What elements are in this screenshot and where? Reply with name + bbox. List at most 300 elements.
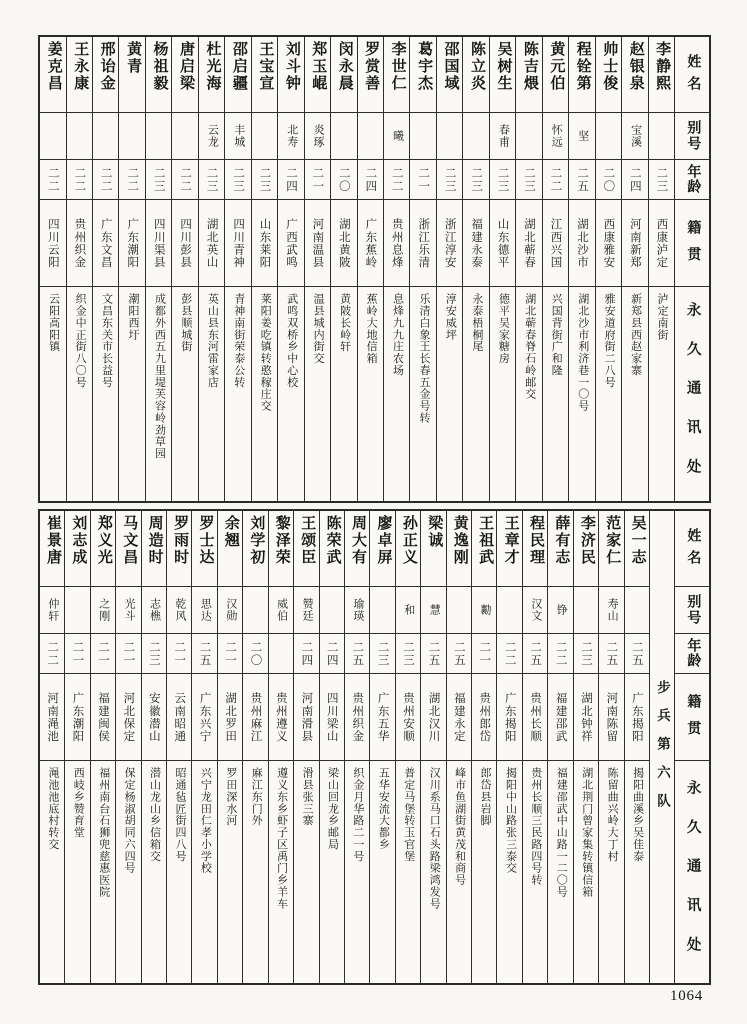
person-age: 二三 (574, 634, 598, 674)
person-age: 二二 (93, 160, 118, 200)
person-name: 罗士达 (192, 511, 216, 587)
person-alias: 丰城 (225, 113, 250, 160)
person-name: 陈立炎 (463, 37, 488, 113)
person-address: 滑县张三寨 (301, 767, 314, 827)
person-name: 吴一志 (625, 511, 649, 587)
person-column (224, 37, 250, 501)
person-column (648, 37, 674, 501)
person-age: 二三 (142, 634, 166, 674)
person-column (621, 37, 647, 501)
header-name: 姓名 (675, 37, 709, 113)
person-column (344, 511, 369, 983)
person-age: 二三 (649, 160, 674, 200)
person-alias (146, 113, 171, 160)
person-address: 罗田深水河 (224, 767, 237, 827)
person-native-place: 广东文昌 (93, 200, 118, 287)
person-native-place: 安徽潜山 (142, 674, 166, 761)
person-address: 文昌东关市长益号 (100, 293, 113, 389)
person-name: 黄逸刚 (447, 511, 471, 587)
person-age: 二三 (490, 160, 515, 200)
person-alias: 志樵 (142, 587, 166, 634)
person-address: 梁山回龙乡邮局 (326, 767, 339, 851)
person-column (573, 511, 598, 983)
person-column (198, 37, 224, 501)
person-address: 武鸣双桥乡中心校 (285, 293, 298, 389)
person-address: 黄陂长岭轩 (338, 293, 351, 353)
person-name: 罗赏善 (358, 37, 383, 113)
person-address: 普定马堡转玉官堡 (402, 767, 415, 863)
page-number: 1064 (670, 988, 703, 1004)
person-native-place: 广东潮阳 (119, 200, 144, 287)
person-alias (574, 587, 598, 634)
person-native-place: 四川青神 (225, 200, 250, 287)
person-native-place: 广东兴宁 (192, 674, 216, 761)
roster-table-top (38, 35, 711, 503)
person-alias (596, 113, 621, 160)
table-header-column (674, 511, 709, 983)
person-native-place: 贵州织金 (67, 200, 92, 287)
person-alias (67, 113, 92, 160)
person-address: 永泰梧桐尾 (470, 293, 483, 353)
header-age: 年龄 (675, 634, 709, 674)
person-age: 二一 (218, 634, 242, 674)
person-native-place: 河南滑县 (294, 674, 318, 761)
person-column (40, 511, 64, 983)
person-name: 崔景唐 (40, 511, 64, 587)
person-column (118, 37, 144, 501)
person-address: 乐清白象王长春五金号转 (417, 293, 430, 424)
person-address: 昭通毡匠街四八号 (173, 767, 186, 863)
person-native-place: 广东蕉岭 (358, 200, 383, 287)
person-address: 湖北荆门曾家集转镇信箱 (580, 767, 593, 898)
person-native-place: 湖北沙市 (569, 200, 594, 287)
person-native-place: 四川彭县 (172, 200, 197, 287)
person-age: 二二 (543, 160, 568, 200)
person-name: 唐启梁 (172, 37, 197, 113)
person-native-place: 贵州织金 (345, 674, 369, 761)
person-native-place: 湖北罗田 (218, 674, 242, 761)
person-column (166, 511, 191, 983)
person-alias: 汉勋 (218, 587, 242, 634)
person-age: 二二 (497, 634, 521, 674)
person-alias (252, 113, 277, 160)
person-age: 二一 (410, 160, 435, 200)
person-alias: 炎琢 (305, 113, 330, 160)
person-name: 廖卓屏 (370, 511, 394, 587)
person-address: 青神南街荣泰公转 (232, 293, 245, 389)
person-address: 温县城内街交 (312, 293, 325, 365)
person-column (547, 511, 572, 983)
person-column (395, 511, 420, 983)
person-column (462, 37, 488, 501)
person-address: 麻江东门外 (250, 767, 263, 827)
person-name: 余翘 (218, 511, 242, 587)
person-column (420, 511, 445, 983)
person-column (304, 37, 330, 501)
person-alias (370, 587, 394, 634)
person-column (357, 37, 383, 501)
person-column (319, 511, 344, 983)
person-name: 罗雨时 (167, 511, 191, 587)
person-alias: 和 (396, 587, 420, 634)
person-column (251, 37, 277, 501)
person-native-place: 广东潮阳 (65, 674, 89, 761)
person-alias (447, 587, 471, 634)
person-age: 二〇 (331, 160, 356, 200)
person-alias (320, 587, 344, 634)
person-native-place: 四川梁山 (320, 674, 344, 761)
person-age: 二三 (225, 160, 250, 200)
person-alias (410, 113, 435, 160)
person-age: 二〇 (243, 634, 267, 674)
person-native-place: 广东揭阳 (497, 674, 521, 761)
person-name: 陈荣武 (320, 511, 344, 587)
header-address: 永久通讯处 (684, 302, 701, 499)
person-alias: 仲轩 (40, 587, 64, 634)
person-native-place: 广西武鸣 (278, 200, 303, 287)
person-name: 黄元伯 (543, 37, 568, 113)
person-column (90, 511, 115, 983)
person-name: 吴树生 (490, 37, 515, 113)
person-name: 刘志成 (65, 511, 89, 587)
person-column (64, 511, 89, 983)
person-name: 黎泽荣 (269, 511, 293, 587)
person-name: 郑玉崐 (305, 37, 330, 113)
person-name: 程民理 (523, 511, 547, 587)
person-native-place: 湖北汉川 (421, 674, 445, 761)
person-name: 李济民 (574, 511, 598, 587)
person-address: 峰市鱼湖街黄茂和商号 (453, 767, 466, 886)
header-native: 籍贯 (675, 674, 709, 761)
person-native-place: 福建邵武 (548, 674, 572, 761)
person-alias: 怀远 (543, 113, 568, 160)
person-address: 兴宁龙田仁孝小学校 (199, 767, 212, 874)
person-native-place: 浙江淳安 (437, 200, 462, 287)
person-age: 二一 (305, 160, 330, 200)
person-alias (649, 113, 674, 160)
person-name: 范家仁 (599, 511, 623, 587)
person-name: 李世仁 (384, 37, 409, 113)
person-address: 遵义东乡虾子区禹门乡羊车 (275, 767, 288, 910)
header-name: 姓名 (675, 511, 709, 587)
person-age: 二四 (358, 160, 383, 200)
person-native-place: 贵州遵义 (269, 674, 293, 761)
person-column (515, 37, 541, 501)
person-name: 陈吉煨 (516, 37, 541, 113)
person-alias: 曦 (384, 113, 409, 160)
person-age: 二五 (569, 160, 594, 200)
roster-table-bottom (38, 509, 711, 985)
person-column (598, 511, 623, 983)
person-address: 德平吴家糖房 (497, 293, 510, 365)
header-alias: 别号 (675, 587, 709, 634)
person-address: 福建邵武中山路一二〇号 (555, 767, 568, 898)
header-age: 年龄 (675, 160, 709, 200)
person-address: 蕉岭大地信箱 (365, 293, 378, 365)
person-column (471, 511, 496, 983)
person-age: 二三 (252, 160, 277, 200)
person-native-place: 福建闽侯 (91, 674, 115, 761)
person-age: 二一 (472, 634, 496, 674)
person-age: 二二 (548, 634, 572, 674)
person-address: 福州南台石狮兜慈惠医院 (97, 767, 110, 898)
person-alias: 云龙 (199, 113, 224, 160)
person-name: 闵永晨 (331, 37, 356, 113)
person-name: 王宝宣 (252, 37, 277, 113)
person-native-place: 湖北黄陂 (331, 200, 356, 287)
person-name: 杨祖毅 (146, 37, 171, 113)
person-column (242, 511, 267, 983)
person-native-place: 湖北蕲春 (516, 200, 541, 287)
person-name: 邢诒金 (93, 37, 118, 113)
person-address: 揭阳曲溪乡吴佳泰 (631, 767, 644, 863)
person-column (40, 37, 65, 501)
person-name: 黄青 (119, 37, 144, 113)
person-address: 兴国背街广和隆 (550, 293, 563, 377)
person-alias: 坚 (569, 113, 594, 160)
person-native-place: 贵州息烽 (384, 200, 409, 287)
person-native-place: 贵州安顺 (396, 674, 420, 761)
person-name: 王颂臣 (294, 511, 318, 587)
person-address: 雅安道府街二八号 (603, 293, 616, 389)
person-address: 潮阳西圩 (126, 293, 139, 341)
person-name: 姜克昌 (40, 37, 65, 113)
person-native-place: 四川渠县 (146, 200, 171, 287)
roster-table-top-columns (40, 37, 709, 501)
person-age: 二五 (421, 634, 445, 674)
person-address: 织金月华路二一号 (351, 767, 364, 863)
person-column (369, 511, 394, 983)
person-name: 邵国域 (437, 37, 462, 113)
person-column (568, 37, 594, 501)
person-age: 二二 (172, 160, 197, 200)
person-age: 二五 (345, 634, 369, 674)
person-alias (40, 113, 65, 160)
person-column (277, 37, 303, 501)
person-address: 云阳高阳镇 (47, 293, 60, 353)
person-age: 二四 (622, 160, 647, 200)
person-alias (65, 587, 89, 634)
person-name: 王永康 (67, 37, 92, 113)
person-alias (497, 587, 521, 634)
person-name: 马文昌 (116, 511, 140, 587)
person-address: 彭县顺城街 (179, 293, 192, 353)
person-native-place: 浙江乐清 (410, 200, 435, 287)
person-native-place: 河南渑池 (40, 674, 64, 761)
person-alias: 北寿 (278, 113, 303, 160)
person-address: 织金中正街八〇号 (74, 293, 87, 389)
person-alias (516, 113, 541, 160)
person-address: 淳安威坪 (444, 293, 457, 341)
person-alias (172, 113, 197, 160)
person-native-place: 山东德平 (490, 200, 515, 287)
person-age: 二四 (278, 160, 303, 200)
person-native-place: 福建永泰 (463, 200, 488, 287)
person-alias (93, 113, 118, 160)
person-age: 二二 (40, 634, 64, 674)
header-address: 永久通讯处 (684, 780, 701, 977)
person-native-place: 湖北钟祥 (574, 674, 598, 761)
person-name: 周造时 (142, 511, 166, 587)
person-column (293, 511, 318, 983)
person-alias (463, 113, 488, 160)
person-name: 刘学初 (243, 511, 267, 587)
person-name: 程铨第 (569, 37, 594, 113)
person-age: 二三 (396, 634, 420, 674)
person-native-place: 西康泸定 (649, 200, 674, 287)
person-alias: 瑜瑛 (345, 587, 369, 634)
person-name: 赵银泉 (622, 37, 647, 113)
person-age: 二一 (167, 634, 191, 674)
person-column (217, 511, 242, 983)
person-alias: 思达 (192, 587, 216, 634)
person-native-place: 湖北英山 (199, 200, 224, 287)
person-native-place: 贵州麻江 (243, 674, 267, 761)
person-alias: 宝溪 (622, 113, 647, 160)
person-address: 湖北蕲春脊石岭邮交 (523, 293, 536, 400)
person-column (496, 511, 521, 983)
person-column (409, 37, 435, 501)
person-name: 帅士俊 (596, 37, 621, 113)
person-column (436, 37, 462, 501)
person-name: 孙正义 (396, 511, 420, 587)
person-column (92, 37, 118, 501)
person-age: 二三 (146, 160, 171, 200)
person-name: 王章才 (497, 511, 521, 587)
person-age: 二三 (463, 160, 488, 200)
person-name: 薛有志 (548, 511, 572, 587)
person-native-place: 河南新郑 (622, 200, 647, 287)
person-address: 莱阳姜吃镇转憨稼庄交 (259, 293, 272, 412)
person-address: 湖北沙市利济巷一〇号 (576, 293, 589, 412)
person-native-place: 西康雅安 (596, 200, 621, 287)
person-name: 葛宇杰 (410, 37, 435, 113)
person-age: 二〇 (596, 160, 621, 200)
person-address: 泸定南街 (656, 293, 669, 341)
person-name: 梁诚 (421, 511, 445, 587)
person-alias: 赞廷 (294, 587, 318, 634)
person-age (269, 634, 293, 674)
person-age: 二二 (384, 160, 409, 200)
person-alias: 乾风 (167, 587, 191, 634)
unit-column (649, 511, 674, 983)
person-alias: 寿山 (599, 587, 623, 634)
person-column (383, 37, 409, 501)
person-alias: 光斗 (116, 587, 140, 634)
person-native-place: 广东揭阳 (625, 674, 649, 761)
header-native: 籍贯 (675, 200, 709, 287)
person-age: 二五 (192, 634, 216, 674)
person-address: 揭阳中山路张三泰交 (504, 767, 517, 874)
person-column (141, 511, 166, 983)
person-alias (243, 587, 267, 634)
person-address: 汉川系马口石头路梁鸿发号 (428, 767, 441, 910)
person-age: 二二 (67, 160, 92, 200)
person-column (145, 37, 171, 501)
person-column (595, 37, 621, 501)
person-column (446, 511, 471, 983)
person-alias: 威伯 (269, 587, 293, 634)
person-address: 五华安流大都乡 (377, 767, 390, 851)
person-age: 二三 (437, 160, 462, 200)
person-address: 郎岱县岩脚 (479, 767, 492, 827)
person-alias: 之刚 (91, 587, 115, 634)
person-age: 二二 (40, 160, 65, 200)
person-alias: 慧 (421, 587, 445, 634)
person-age: 二三 (516, 160, 541, 200)
person-column (171, 37, 197, 501)
header-alias: 别号 (675, 113, 709, 160)
person-native-place: 山东莱阳 (252, 200, 277, 287)
person-name: 李静熙 (649, 37, 674, 113)
person-native-place: 河南温县 (305, 200, 330, 287)
person-name: 杜光海 (199, 37, 224, 113)
person-column (542, 37, 568, 501)
person-alias: 铮 (548, 587, 572, 634)
roster-table-bottom-columns (40, 511, 709, 983)
person-age: 二五 (599, 634, 623, 674)
person-name: 王祖武 (472, 511, 496, 587)
person-name: 邵启疆 (225, 37, 250, 113)
person-column (66, 37, 92, 501)
person-age: 二五 (625, 634, 649, 674)
person-alias (358, 113, 383, 160)
person-address: 息烽九九庄农场 (391, 293, 404, 377)
person-address: 贵州长顺三民路四号转 (529, 767, 542, 886)
person-name: 周大有 (345, 511, 369, 587)
person-address: 英山县东河雷家店 (206, 293, 219, 389)
person-native-place: 河北保定 (116, 674, 140, 761)
person-native-place: 福建永定 (447, 674, 471, 761)
person-alias (331, 113, 356, 160)
person-native-place: 江西兴国 (543, 200, 568, 287)
person-native-place: 贵州长顺 (523, 674, 547, 761)
person-alias: 汉文 (523, 587, 547, 634)
person-age: 二二 (119, 160, 144, 200)
person-age: 二三 (199, 160, 224, 200)
person-address: 西岐乡赞育堂 (72, 767, 85, 839)
person-column (115, 511, 140, 983)
person-column (191, 511, 216, 983)
person-age: 二四 (294, 634, 318, 674)
person-age: 二四 (320, 634, 344, 674)
person-native-place: 贵州郎岱 (472, 674, 496, 761)
person-age: 二一 (116, 634, 140, 674)
person-address: 渑池池底村转交 (46, 767, 59, 851)
person-column (489, 37, 515, 501)
person-alias: 春甫 (490, 113, 515, 160)
person-name: 刘斗钟 (278, 37, 303, 113)
person-name: 郑义光 (91, 511, 115, 587)
person-age: 二一 (65, 634, 89, 674)
person-address: 保定杨淑胡同六四号 (123, 767, 136, 874)
person-column (522, 511, 547, 983)
person-column (330, 37, 356, 501)
person-alias (625, 587, 649, 634)
person-alias (119, 113, 144, 160)
unit-label: 步兵第六队 (655, 679, 670, 822)
person-alias: 勷 (472, 587, 496, 634)
person-column (624, 511, 649, 983)
person-address: 陈留曲兴岭大丁村 (606, 767, 619, 863)
person-address: 新郑县西赵家寨 (629, 293, 642, 377)
person-native-place: 广东五华 (370, 674, 394, 761)
person-native-place: 云南昭通 (167, 674, 191, 761)
person-native-place: 河南陈留 (599, 674, 623, 761)
person-address: 潜山龙山乡信箱交 (148, 767, 161, 863)
person-native-place: 四川云阳 (40, 200, 65, 287)
person-age: 二五 (447, 634, 471, 674)
